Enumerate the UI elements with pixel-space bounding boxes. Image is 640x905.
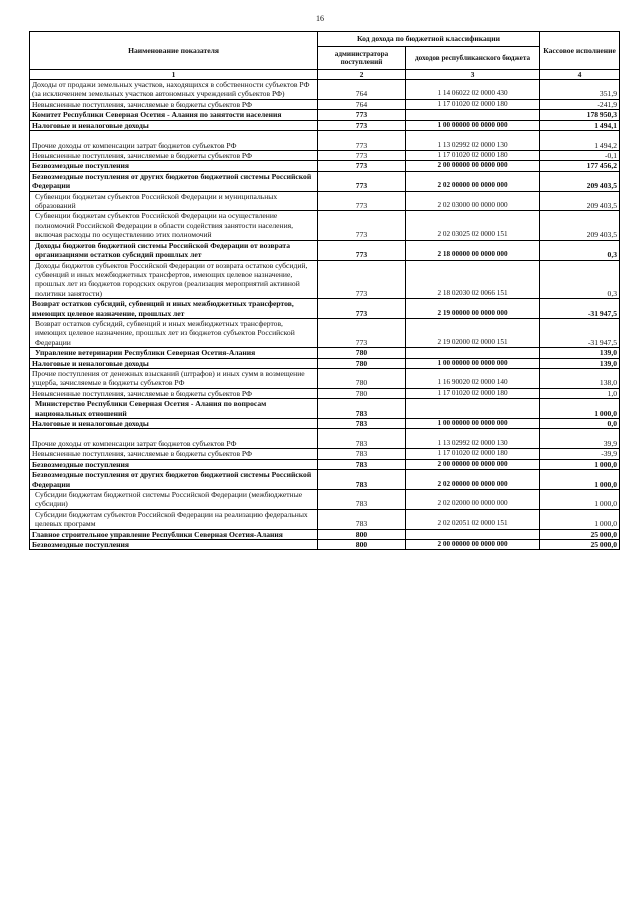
header-admin: администратора поступлений: [318, 47, 406, 70]
row-admin-code: 773: [318, 191, 406, 211]
row-name: Налоговые и неналоговые доходы: [30, 358, 318, 368]
row-amount: 0,0: [540, 419, 620, 429]
row-name: Невыясненные поступления, зачисляемые в бюджеты субъектов РФ: [30, 99, 318, 109]
row-amount: 25 000,0: [540, 529, 620, 539]
row-revenue-code: 2 02 03000 00 0000 000: [406, 191, 540, 211]
row-amount: 1 000,0: [540, 509, 620, 529]
row-revenue-code: 2 02 03025 02 0000 151: [406, 211, 540, 240]
row-revenue-code: 2 02 00000 00 0000 000: [406, 470, 540, 490]
row-revenue-code: 1 13 02992 02 0000 130: [406, 429, 540, 449]
table-row: [30, 470, 620, 490]
table-row: [30, 99, 620, 109]
row-revenue-code: 2 00 00000 00 0000 000: [406, 161, 540, 171]
row-amount: 39,9: [540, 429, 620, 449]
table-header: [30, 32, 620, 80]
table-row: [30, 490, 620, 510]
row-admin-code: 773: [318, 240, 406, 260]
row-name: Прочие поступления от денежных взысканий (штрафов) и иных сумм в возмещение ущерба, зачисляемые в бюджеты субъектов РФ: [30, 368, 318, 388]
row-admin-code: 773: [318, 120, 406, 130]
table-row: [30, 110, 620, 120]
row-name: Невыясненные поступления, зачисляемые в бюджеты субъектов РФ: [30, 151, 318, 161]
row-name: Главное строительное управление Республики Северная Осетия-Алания: [30, 529, 318, 539]
row-revenue-code: 1 17 01020 02 0000 180: [406, 99, 540, 109]
row-name: Возврат остатков субсидий, субвенций и иных межбюджетных трансфертов, имеющих целевое назначение, прошлых лет: [30, 299, 318, 319]
row-admin-code: 783: [318, 449, 406, 459]
row-admin-code: 780: [318, 358, 406, 368]
row-revenue-code: 2 19 02000 02 0000 151: [406, 318, 540, 347]
row-revenue-code: 2 02 02051 02 0000 151: [406, 509, 540, 529]
row-admin-code: 773: [318, 318, 406, 347]
table-row: [30, 388, 620, 398]
row-name: Возврат остатков субсидий, субвенций и иных межбюджетных трансфертов, имеющих целевое назначение, прошлых лет из бюджетов субъектов Российской Федерации: [30, 318, 318, 347]
row-name: Субвенции бюджетам субъектов Российской Федерации на осуществление полномочий Российской Федерации в области содействия занятости населения, включая расходы по осуществлению этих полномочий: [30, 211, 318, 240]
row-name: Невыясненные поступления, зачисляемые в бюджеты субъектов РФ: [30, 449, 318, 459]
row-name: Доходы от продажи земельных участков, находящихся в собственности субъектов РФ (за исключением земельных участков автономных учреждений субъектов РФ): [30, 80, 318, 100]
row-amount: 351,9: [540, 80, 620, 100]
header-col-number: 2: [318, 70, 406, 80]
table-row: [30, 191, 620, 211]
row-amount: 0,3: [540, 240, 620, 260]
row-revenue-code: 2 02 00000 00 0000 000: [406, 171, 540, 191]
table-row: [30, 260, 620, 299]
row-admin-code: 764: [318, 99, 406, 109]
row-revenue-code: 1 17 01020 02 0000 180: [406, 449, 540, 459]
row-name: Прочие доходы от компенсации затрат бюджетов субъектов РФ: [30, 131, 318, 151]
row-name: Невыясненные поступления, зачисляемые в бюджеты субъектов РФ: [30, 388, 318, 398]
row-revenue-code: 1 16 90020 02 0000 140: [406, 368, 540, 388]
row-revenue-code: 2 18 02030 02 0066 151: [406, 260, 540, 299]
row-amount: -0,1: [540, 151, 620, 161]
table-row: [30, 318, 620, 347]
row-admin-code: 773: [318, 260, 406, 299]
row-amount: 139,0: [540, 358, 620, 368]
row-name: Субсидии бюджетам субъектов Российской Федерации на реализацию федеральных целевых программ: [30, 509, 318, 529]
row-name: Доходы бюджетов бюджетной системы Российской Федерации от возврата организациями остатков субсидий прошлых лет: [30, 240, 318, 260]
table-row: [30, 529, 620, 539]
header-revenue-code: доходов республиканского бюджета: [406, 47, 540, 70]
row-name: Безвозмездные поступления: [30, 161, 318, 171]
row-amount: -241,9: [540, 99, 620, 109]
table-row: [30, 449, 620, 459]
table-row: [30, 80, 620, 100]
row-amount: 1 000,0: [540, 470, 620, 490]
row-admin-code: 773: [318, 211, 406, 240]
row-name: Прочие доходы от компенсации затрат бюджетов субъектов РФ: [30, 429, 318, 449]
row-amount: 0,3: [540, 260, 620, 299]
row-amount: 209 403,5: [540, 191, 620, 211]
row-amount: 139,0: [540, 348, 620, 358]
row-admin-code: 780: [318, 348, 406, 358]
row-name: Управление ветеринарии Республики Северная Осетия-Алания: [30, 348, 318, 358]
row-admin-code: 783: [318, 429, 406, 449]
row-revenue-code: 1 13 02992 02 0000 130: [406, 131, 540, 151]
table-row: [30, 299, 620, 319]
row-admin-code: 773: [318, 161, 406, 171]
row-name: Безвозмездные поступления от других бюджетов бюджетной системы Российской Федерации: [30, 171, 318, 191]
row-revenue-code: 2 00 00000 00 0000 000: [406, 459, 540, 469]
page-number: 16: [316, 14, 324, 23]
row-name: Доходы бюджетов субъектов Российской Федерации от возврата остатков субсидий, субвенций и иных межбюджетных трансфертов, имеющих целевое назначение, прошлых лет из бюджетов городских округов (реализация мероприятий активной политики занятости): [30, 260, 318, 299]
row-admin-code: 773: [318, 151, 406, 161]
row-admin-code: 783: [318, 490, 406, 510]
revenue-table: [29, 31, 620, 550]
row-revenue-code: [406, 348, 540, 358]
header-execution: Кассовое исполнение: [540, 32, 620, 70]
table-row: [30, 171, 620, 191]
row-name: Комитет Республики Северная Осетия - Алания по занятости населения: [30, 110, 318, 120]
row-revenue-code: 2 19 00000 00 0000 000: [406, 299, 540, 319]
row-admin-code: 800: [318, 529, 406, 539]
row-admin-code: 773: [318, 299, 406, 319]
row-revenue-code: 1 00 00000 00 0000 000: [406, 419, 540, 429]
table-row: [30, 161, 620, 171]
row-amount: 1 494,2: [540, 131, 620, 151]
row-admin-code: 783: [318, 459, 406, 469]
row-amount: 1 494,1: [540, 120, 620, 130]
row-name: Безвозмездные поступления от других бюджетов бюджетной системы Российской Федерации: [30, 470, 318, 490]
row-amount: 1 000,0: [540, 490, 620, 510]
row-name: Налоговые и неналоговые доходы: [30, 419, 318, 429]
row-name: Субвенции бюджетам субъектов Российской Федерации и муниципальных образований: [30, 191, 318, 211]
header-col-number: 4: [540, 70, 620, 80]
table-row: [30, 399, 620, 419]
table-row: [30, 459, 620, 469]
row-revenue-code: 1 00 00000 00 0000 000: [406, 120, 540, 130]
row-revenue-code: [406, 110, 540, 120]
row-amount: 178 950,3: [540, 110, 620, 120]
row-admin-code: 783: [318, 419, 406, 429]
table-row: [30, 151, 620, 161]
row-name: Налоговые и неналоговые доходы: [30, 120, 318, 130]
row-admin-code: 780: [318, 368, 406, 388]
row-revenue-code: 2 00 00000 00 0000 000: [406, 540, 540, 550]
table-row: [30, 240, 620, 260]
row-name: Безвозмездные поступления: [30, 459, 318, 469]
row-amount: -31 947,5: [540, 299, 620, 319]
row-amount: 209 403,5: [540, 211, 620, 240]
table-row: [30, 358, 620, 368]
row-revenue-code: 1 14 06022 02 0000 430: [406, 80, 540, 100]
row-revenue-code: 1 00 00000 00 0000 000: [406, 358, 540, 368]
table-body: [30, 80, 620, 550]
row-revenue-code: 1 17 01020 02 0000 180: [406, 151, 540, 161]
header-indicator-name: Наименование показателя: [30, 32, 318, 70]
row-amount: 177 456,2: [540, 161, 620, 171]
header-code-group: Код дохода по бюджетной классификации: [318, 32, 540, 47]
row-name: Министерство Республики Северная Осетия - Алания по вопросам национальных отношений: [30, 399, 318, 419]
row-name: Безвозмездные поступления: [30, 540, 318, 550]
row-amount: 25 000,0: [540, 540, 620, 550]
row-admin-code: 783: [318, 470, 406, 490]
table-row: [30, 419, 620, 429]
table-row: [30, 368, 620, 388]
row-admin-code: 800: [318, 540, 406, 550]
row-amount: -31 947,5: [540, 318, 620, 347]
row-revenue-code: 2 18 00000 00 0000 000: [406, 240, 540, 260]
row-admin-code: 764: [318, 80, 406, 100]
row-admin-code: 773: [318, 171, 406, 191]
header-col-number: 1: [30, 70, 318, 80]
row-admin-code: 783: [318, 509, 406, 529]
table-row: [30, 540, 620, 550]
table-row: [30, 211, 620, 240]
header-col-number: 3: [406, 70, 540, 80]
row-amount: 1,0: [540, 388, 620, 398]
table-row: [30, 429, 620, 449]
table-row: [30, 348, 620, 358]
table-row: [30, 131, 620, 151]
row-amount: 209 403,5: [540, 171, 620, 191]
row-name: Субсидии бюджетам бюджетной системы Российской Федерации (межбюджетные субсидии): [30, 490, 318, 510]
table-row: [30, 509, 620, 529]
row-revenue-code: [406, 399, 540, 419]
row-admin-code: 783: [318, 399, 406, 419]
row-admin-code: 773: [318, 110, 406, 120]
row-revenue-code: 2 02 02000 00 0000 000: [406, 490, 540, 510]
table-row: [30, 120, 620, 130]
row-amount: 1 000,0: [540, 459, 620, 469]
row-admin-code: 773: [318, 131, 406, 151]
row-revenue-code: [406, 529, 540, 539]
row-revenue-code: 1 17 01020 02 0000 180: [406, 388, 540, 398]
row-admin-code: 780: [318, 388, 406, 398]
row-amount: 138,0: [540, 368, 620, 388]
row-amount: 1 000,0: [540, 399, 620, 419]
row-amount: -39,9: [540, 449, 620, 459]
